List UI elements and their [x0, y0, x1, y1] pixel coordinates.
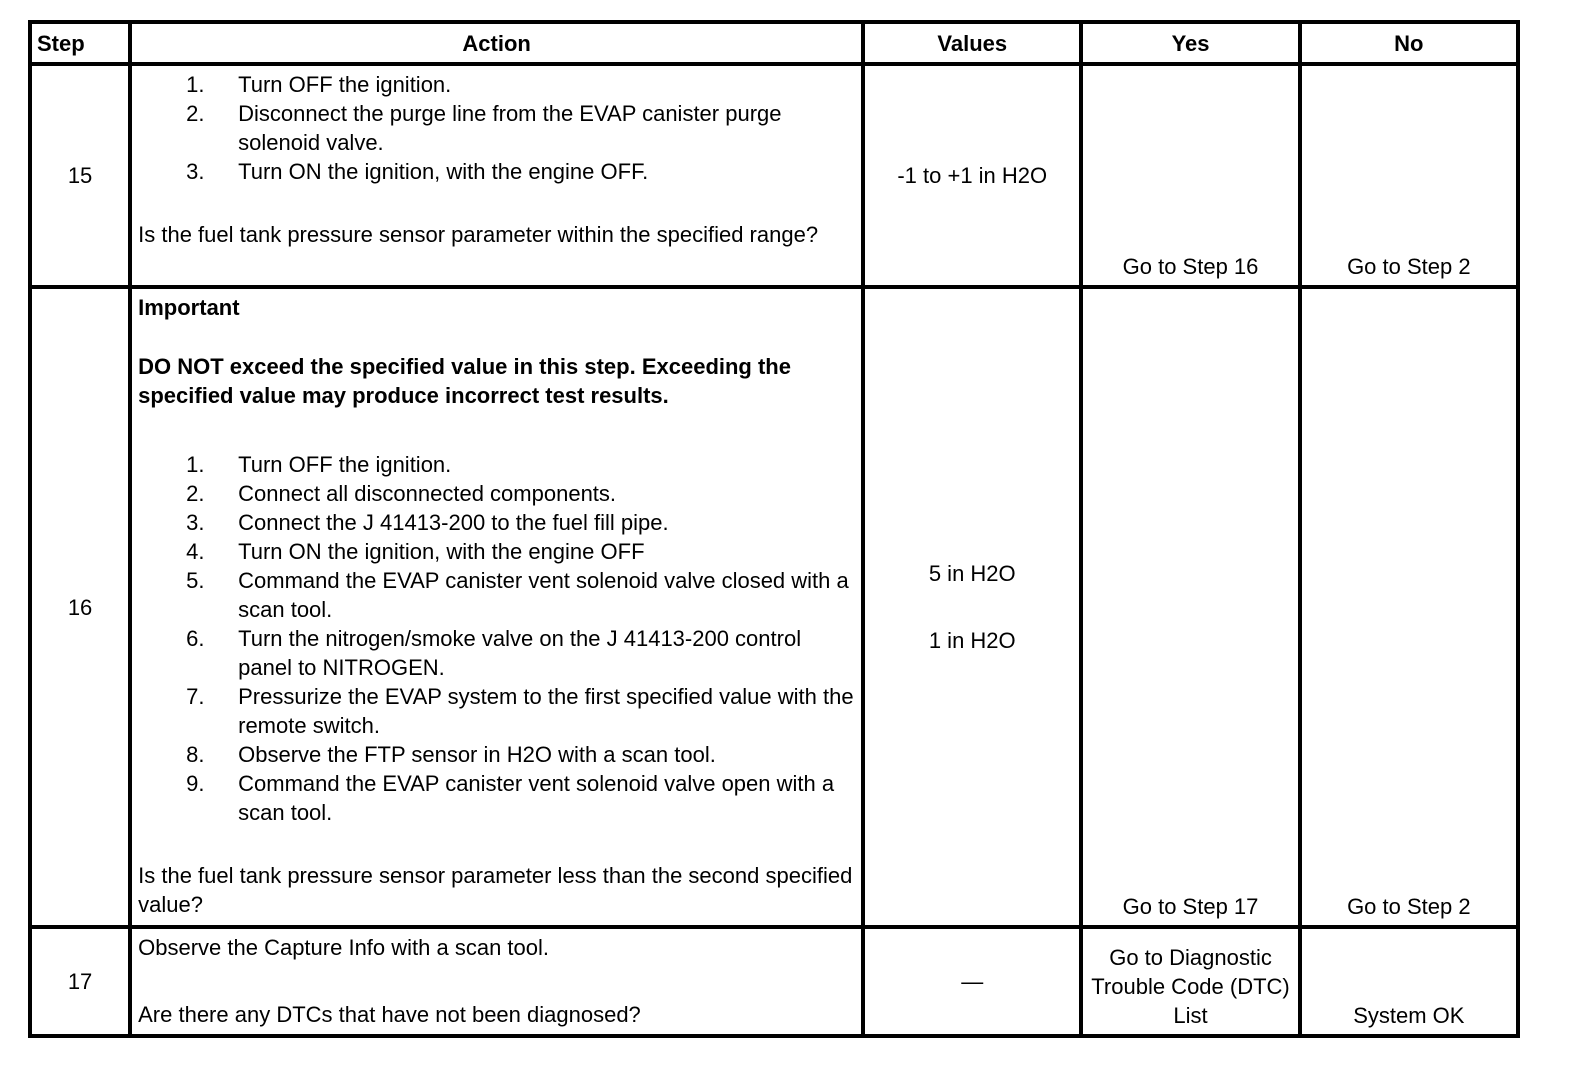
list-item-text: Connect the J 41413-200 to the fuel fill pipe.: [238, 510, 669, 535]
list-item: 9. Command the EVAP canister vent solenoid valve open with a scan tool.: [186, 771, 835, 825]
list-item: 4. Turn ON the ignition, with the engine OFF: [186, 539, 645, 564]
diagnostic-table: [28, 20, 1520, 1038]
list-item-text: Turn OFF the ignition.: [238, 72, 452, 97]
list-item: 5. Command the EVAP canister vent solenoid valve closed with a scan tool.: [186, 568, 849, 622]
list-item: 1. Turn OFF the ignition.: [186, 72, 452, 97]
list-item: 2. Disconnect the purge line from the EVAP canister purge solenoid valve.: [186, 101, 782, 155]
action-cell: [130, 287, 863, 927]
list-item-text: Disconnect the purge line from the EVAP canister purge solenoid valve.: [238, 101, 782, 155]
list-item: 2. Connect all disconnected components.: [186, 481, 617, 506]
list-item-text: Turn ON the ignition, with the engine OFF: [238, 539, 645, 564]
list-item-text: Command the EVAP canister vent solenoid valve open with a scan tool.: [238, 771, 835, 825]
list-item-text: Turn the nitrogen/smoke valve on the J 41413-200 control panel to NITROGEN.: [238, 626, 802, 680]
list-item-text: Pressurize the EVAP system to the first specified value with the remote switch.: [238, 684, 854, 738]
step-number: 17: [30, 927, 130, 1036]
list-item-text: Observe the FTP sensor in H2O with a scan tool.: [238, 742, 716, 767]
action-steps-list: [138, 450, 855, 827]
table-row: [30, 64, 1518, 287]
no-cell: Go to Step 2: [1300, 64, 1518, 287]
list-item-text: Connect all disconnected components.: [238, 481, 617, 506]
table-row: [30, 927, 1518, 1036]
no-cell: System OK: [1300, 927, 1518, 1036]
action-steps-list: [138, 70, 855, 186]
header-row: [30, 22, 1518, 64]
values-cell: [863, 287, 1081, 927]
values-cell: [863, 64, 1081, 287]
list-item-text: Command the EVAP canister vent solenoid valve closed with a scan tool.: [238, 568, 849, 622]
header-no: No: [1300, 22, 1518, 64]
values-cell: [863, 927, 1081, 1036]
list-item-text: Turn ON the ignition, with the engine OFF.: [238, 159, 649, 184]
value-text: —: [961, 969, 984, 994]
value-text: 5 in H2O: [928, 561, 1016, 586]
list-item: 7. Pressurize the EVAP system to the first specified value with the remote switch.: [186, 684, 854, 738]
action-cell: [130, 64, 863, 287]
list-item-text: Turn OFF the ignition.: [238, 452, 452, 477]
value-text: -1 to +1 in H2O: [897, 163, 1048, 188]
action-cell: [130, 927, 863, 1036]
header-step: Step: [30, 22, 130, 64]
action-question: Are there any DTCs that have not been diagnosed?: [138, 1002, 641, 1027]
value-text: 1 in H2O: [928, 628, 1016, 653]
action-question: Is the fuel tank pressure sensor parameter within the specified range?: [138, 222, 819, 247]
action-question: Is the fuel tank pressure sensor parameter less than the second specified value?: [138, 863, 853, 917]
list-item: 1. Turn OFF the ignition.: [186, 452, 452, 477]
table-row: [30, 287, 1518, 927]
action-instruction: Observe the Capture Info with a scan tool.: [138, 935, 550, 960]
yes-cell: Go to Diagnostic Trouble Code (DTC) List: [1081, 927, 1299, 1036]
header-yes: Yes: [1081, 22, 1299, 64]
important-warning: DO NOT exceed the specified value in this step. Exceeding the specified value may produce incorrect test results.: [138, 354, 791, 408]
important-label: Important: [138, 295, 240, 320]
no-cell: Go to Step 2: [1300, 287, 1518, 927]
list-item: 8. Observe the FTP sensor in H2O with a scan tool.: [186, 742, 716, 767]
list-item: 6. Turn the nitrogen/smoke valve on the J 41413-200 control panel to NITROGEN.: [186, 626, 802, 680]
list-item: 3. Connect the J 41413-200 to the fuel fill pipe.: [186, 510, 669, 535]
header-values: Values: [863, 22, 1081, 64]
yes-cell: Go to Step 17: [1081, 287, 1299, 927]
diagnostic-table-container: [28, 20, 1520, 1038]
header-action: Action: [130, 22, 863, 64]
yes-cell: Go to Step 16: [1081, 64, 1299, 287]
step-number: 15: [30, 64, 130, 287]
list-item: 3. Turn ON the ignition, with the engine OFF.: [186, 159, 649, 184]
step-number: 16: [30, 287, 130, 927]
